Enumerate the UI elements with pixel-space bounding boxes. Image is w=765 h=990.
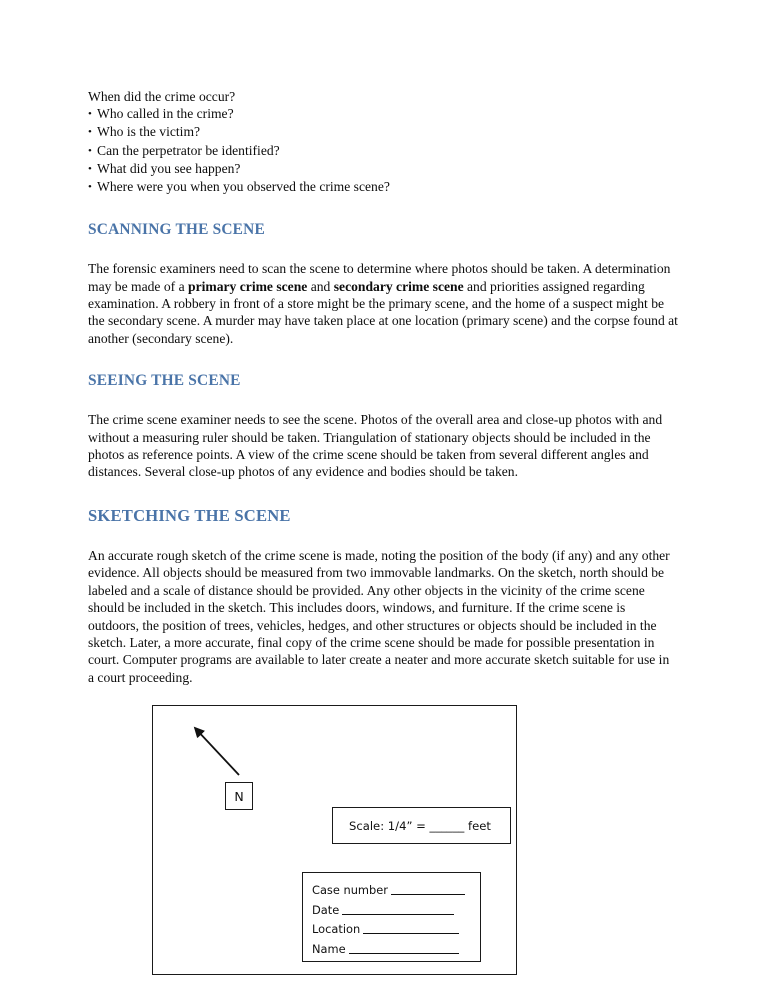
crime-questions-list	[88, 88, 680, 196]
question-item-text: What did you see happen?	[97, 160, 241, 176]
info-field-blank-rule[interactable]	[363, 922, 459, 934]
bullet-glyph: •	[88, 144, 92, 157]
north-arrow-icon	[182, 713, 262, 793]
bullet-glyph: •	[88, 181, 92, 194]
emphasis-secondary-crime-scene: secondary crime scene	[333, 278, 464, 294]
paragraph-text-part: The forensic examiners need to scan the scene to determine where photos should be taken. A determination may be made of a	[88, 261, 671, 294]
info-field-blank-rule[interactable]	[349, 942, 459, 954]
section-heading-scanning: SCANNING THE SCENE	[88, 221, 265, 239]
question-item	[88, 178, 680, 196]
question-item-text: Can the perpetrator be identified?	[97, 142, 280, 158]
info-field-location	[312, 920, 480, 940]
emphasis-primary-crime-scene: primary crime scene	[188, 278, 308, 294]
bullet-glyph: •	[88, 126, 92, 139]
section-paragraph-seeing: The crime scene examiner needs to see the scene. Photos of the overall area and close-up photos with and without a measuring ruler should be taken. Triangulation of stationary objects should be included in the photos as reference points. A view of the crime scene should be taken from several different angles and distances. Several close-up photos of any evidence and bodies should be taken.	[88, 412, 663, 480]
question-item-text: Where were you when you observed the crime scene?	[97, 179, 390, 195]
bullet-glyph: •	[88, 108, 92, 121]
section-paragraph-sketching: An accurate rough sketch of the crime scene is made, noting the position of the body (if any) and any other evidence. All objects should be measured from two immovable landmarks. On the sketch, north should be labeled and a scale of distance should be provided. Any other objects in the vicinity of the crime scene should be included in the sketch. This includes doors, windows, and furniture. If the crime scene is outdoors, the position of trees, vehicles, hedges, and other structures or objects should be included in the sketch. Later, a more accurate, final copy of the crime scene should be made for possible presentation in court. Computer programs are available to later create a neater and more accurate sketch suitable for use in a court proceeding.	[88, 547, 670, 685]
info-field-date	[312, 901, 480, 921]
question-item	[88, 160, 680, 178]
case-info-box	[302, 872, 481, 962]
info-field-label: Name	[312, 941, 346, 956]
question-item-text: Who is the victim?	[97, 124, 201, 140]
scale-box	[332, 807, 511, 844]
info-field-label: Case number	[312, 883, 388, 897]
info-field-label: Location	[312, 922, 361, 936]
info-field-blank-rule[interactable]	[391, 883, 465, 895]
scale-text: Scale: 1/4” = ______ feet	[349, 818, 491, 833]
document-body	[88, 88, 680, 686]
bullet-glyph: •	[88, 162, 92, 175]
info-field-name	[312, 940, 480, 960]
question-item-text: Who called in the crime?	[97, 106, 234, 122]
north-label-text: N	[234, 788, 244, 804]
info-field-blank-rule[interactable]	[342, 903, 454, 915]
section-heading-seeing: SEEING THE SCENE	[88, 372, 241, 390]
info-field-case-number	[312, 881, 480, 901]
paragraph-text-part: and priorities assigned regarding examination. A robbery in front of a store might be the primary scene, and the home of a suspect might be the secondary scene. A murder may have taken place at one location (primary scene) and the corpse found at another (secondary scene).	[88, 278, 678, 346]
crime-scene-sketch-figure	[152, 705, 517, 975]
question-item	[88, 123, 680, 141]
paragraph-text-part: and	[307, 278, 334, 294]
section-heading-sketching: SKETCHING THE SCENE	[88, 505, 291, 525]
north-label-box	[225, 782, 253, 810]
question-lead: When did the crime occur?	[88, 89, 236, 104]
info-field-label: Date	[312, 902, 340, 917]
question-item	[88, 105, 680, 123]
question-item	[88, 142, 680, 160]
section-paragraph-scanning	[88, 260, 680, 347]
